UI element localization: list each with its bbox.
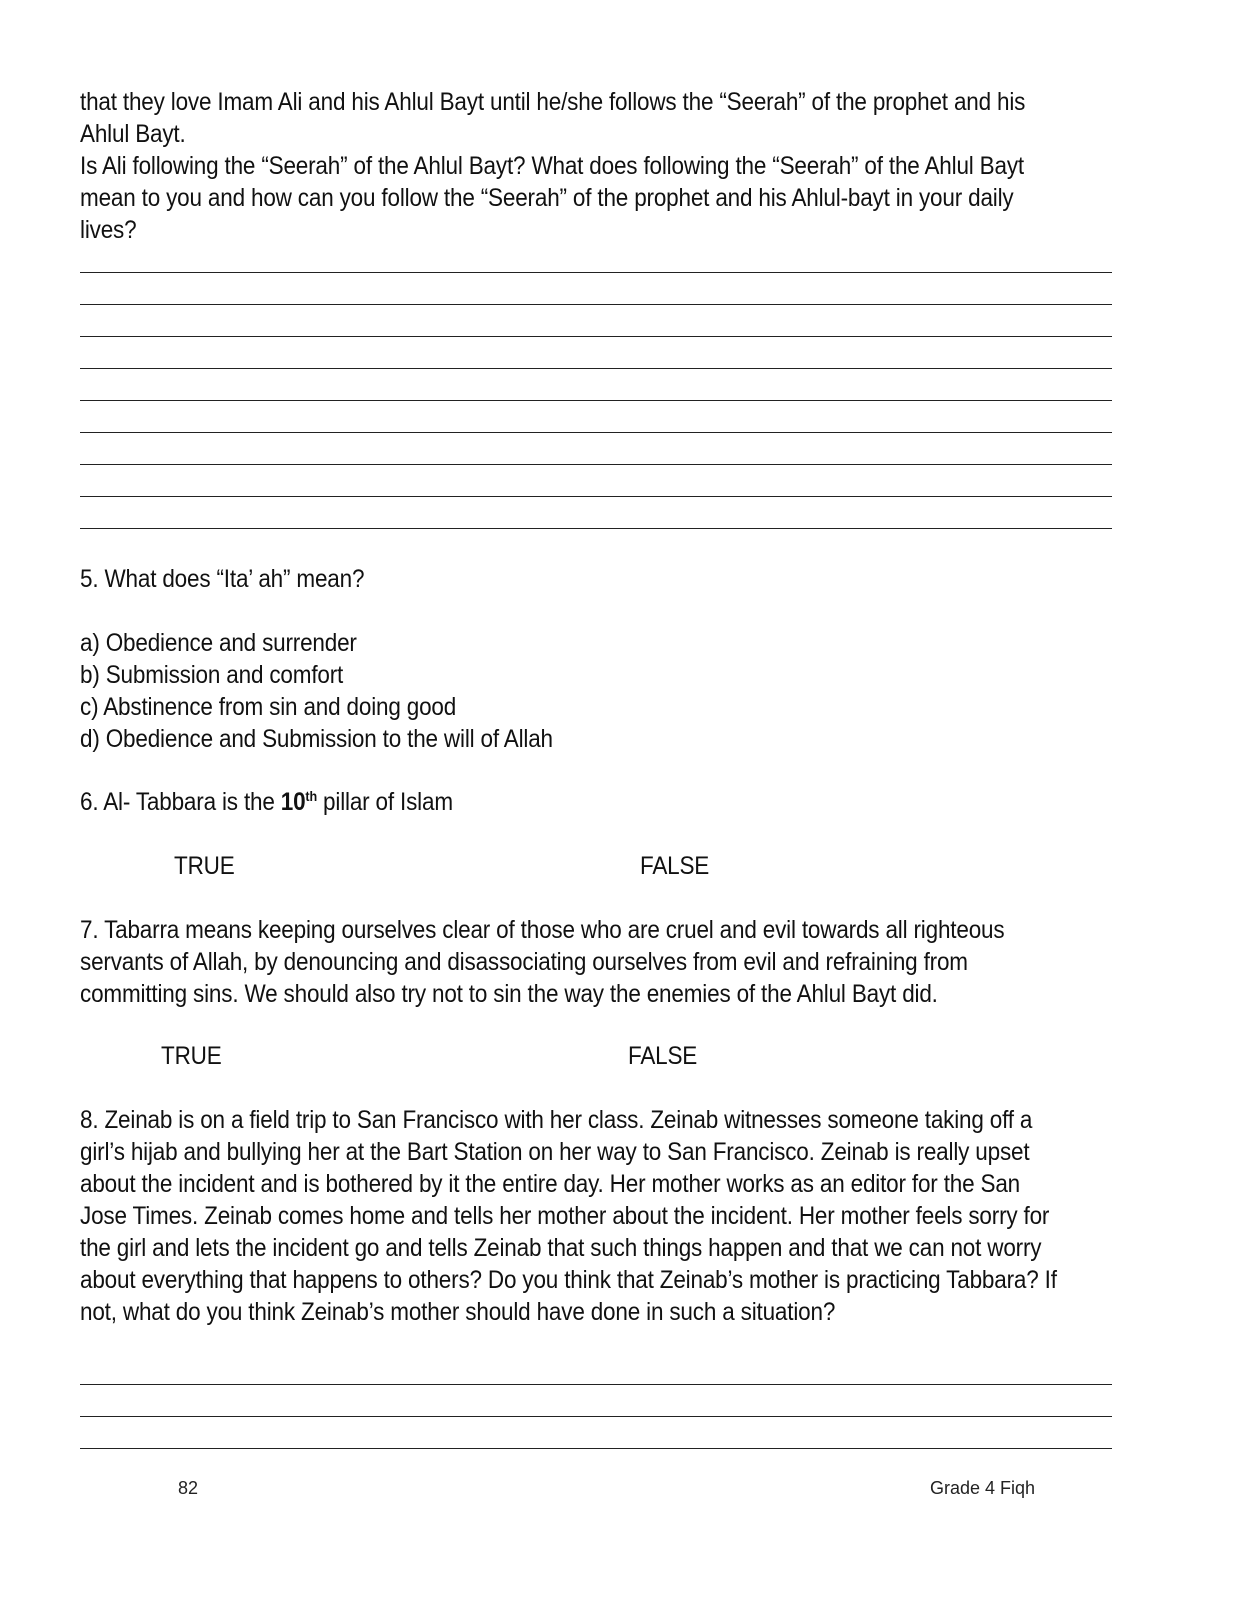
- option-c[interactable]: c) Abstinence from sin and doing good: [80, 693, 457, 721]
- answer-line[interactable]: [80, 464, 1112, 465]
- intro-line: Ahlul Bayt.: [80, 120, 186, 148]
- intro-line: that they love Imam Ali and his Ahlul Bayt until he/she follows the “Seerah” of the prophet and his: [80, 88, 1026, 116]
- question-6: [80, 786, 453, 818]
- question-6-ordinal: 10: [280, 788, 306, 816]
- question-7-false-option[interactable]: FALSE: [628, 1042, 698, 1070]
- question-7: [80, 914, 1200, 1010]
- intro-line: mean to you and how can you follow the “Seerah” of the prophet and his Ahlul-bayt in your daily: [80, 184, 1014, 212]
- question-7-line: committing sins. We should also try not to sin the way the enemies of the Ahlul Bayt did.: [80, 980, 938, 1008]
- question-8: [80, 1104, 1200, 1328]
- question-8-line: about the incident and is bothered by it the entire day. Her mother works as an editor for the San: [80, 1170, 1021, 1198]
- answer-line[interactable]: [80, 336, 1112, 337]
- intro-paragraph: [80, 86, 1200, 246]
- question-7-line: servants of Allah, by denouncing and disassociating ourselves from evil and refraining from: [80, 948, 968, 976]
- option-a[interactable]: a) Obedience and surrender: [80, 629, 357, 657]
- question-8-line: about everything that happens to others? Do you think that Zeinab’s mother is practicing Tabbara? If: [80, 1266, 1057, 1294]
- option-d[interactable]: d) Obedience and Submission to the will of Allah: [80, 725, 553, 753]
- intro-line: lives?: [80, 216, 137, 244]
- course-label: Grade 4 Fiqh: [930, 1478, 1036, 1498]
- question-6-prefix: 6. Al- Tabbara is the: [80, 788, 281, 816]
- answer-line[interactable]: [80, 368, 1112, 369]
- answer-line[interactable]: [80, 432, 1112, 433]
- answer-line[interactable]: [80, 272, 1112, 273]
- answer-line[interactable]: [80, 1416, 1112, 1417]
- intro-line: Is Ali following the “Seerah” of the Ahlul Bayt? What does following the “Seerah” of the Ahlul Bayt: [80, 152, 1024, 180]
- answer-line[interactable]: [80, 496, 1112, 497]
- question-8-line: girl’s hijab and bullying her at the Bart Station on her way to San Francisco. Zeinab is really upset: [80, 1138, 1030, 1166]
- question-6-false-option[interactable]: FALSE: [640, 852, 710, 880]
- question-5-options: [80, 627, 1200, 755]
- question-8-line: not, what do you think Zeinab’s mother should have done in such a situation?: [80, 1298, 836, 1326]
- question-6-true-option[interactable]: TRUE: [174, 852, 235, 880]
- question-8-line: 8. Zeinab is on a field trip to San Francisco with her class. Zeinab witnesses someone taking off a: [80, 1106, 1033, 1134]
- question-5: 5. What does “Ita’ ah” mean?: [80, 565, 365, 593]
- question-6-ordinal-suffix: th: [305, 788, 317, 804]
- question-7-line: 7. Tabarra means keeping ourselves clear of those who are cruel and evil towards all righteous: [80, 916, 1005, 944]
- answer-line[interactable]: [80, 304, 1112, 305]
- answer-line[interactable]: [80, 1448, 1112, 1449]
- answer-line[interactable]: [80, 1384, 1112, 1385]
- question-6-suffix: pillar of Islam: [316, 788, 453, 816]
- question-7-true-option[interactable]: TRUE: [161, 1042, 222, 1070]
- question-8-line: Jose Times. Zeinab comes home and tells her mother about the incident. Her mother feels sorry for: [80, 1202, 1050, 1230]
- answer-line[interactable]: [80, 400, 1112, 401]
- page-number: 82: [178, 1478, 199, 1498]
- answer-line[interactable]: [80, 528, 1112, 529]
- option-b[interactable]: b) Submission and comfort: [80, 661, 344, 689]
- question-8-line: the girl and lets the incident go and tells Zeinab that such things happen and that we can not worry: [80, 1234, 1042, 1262]
